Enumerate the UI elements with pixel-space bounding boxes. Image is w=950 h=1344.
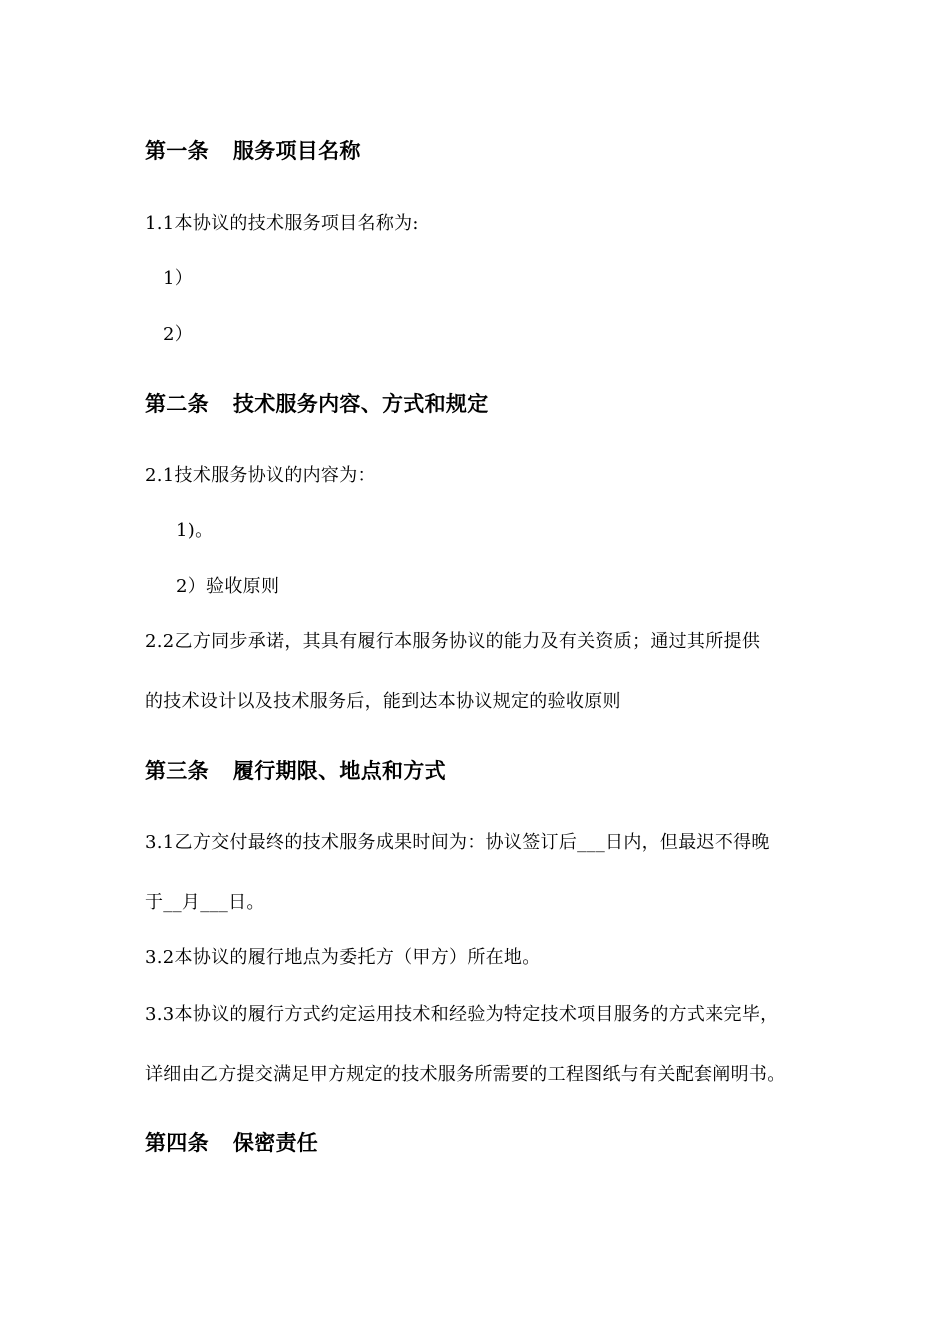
clause-3-3-line-2: 详细由乙方提交满足甲方规定的技术服务所需要的工程图纸与有关配套阐明书。 (145, 1064, 786, 1085)
section-3-number: 第三条 (145, 759, 209, 783)
section-3-title: 履行期限、地点和方式 (232, 759, 446, 783)
section-2-number: 第二条 (145, 392, 209, 416)
clause-3-1-line-1: 3.1乙方交付最终的技术服务成果时间为：协议签订后___日内，但最迟不得晚 (145, 832, 770, 853)
clause-3-3-line-1: 3.3本协议的履行方式约定运用技术和经验为特定技术项目服务的方式来完毕， (145, 1004, 779, 1025)
clause-2-1: 2.1技术服务协议的内容为： (145, 465, 376, 486)
section-2-heading (145, 390, 489, 418)
section-3-heading (145, 757, 446, 785)
clause-1-1-item-1: 1） (163, 268, 194, 289)
clause-1-1: 1.1本协议的技术服务项目名称为: (145, 213, 419, 234)
section-4-title: 保密责任 (232, 1131, 319, 1155)
section-1-number: 第一条 (145, 139, 209, 163)
clause-1-1-item-2: 2） (163, 324, 194, 345)
clause-2-1-item-1: 1)。 (176, 520, 214, 541)
clause-2-2-line-2: 的技术设计以及技术服务后，能到达本协议规定的验收原则 (145, 691, 621, 712)
section-1-title: 服务项目名称 (232, 139, 361, 163)
section-2-title: 技术服务内容、方式和规定 (232, 392, 489, 416)
section-1-heading (145, 137, 361, 165)
clause-3-1-line-2: 于__月___日。 (145, 892, 265, 913)
clause-3-2: 3.2本协议的履行地点为委托方（甲方）所在地。 (145, 947, 541, 968)
section-4-heading (145, 1129, 318, 1157)
clause-2-2-line-1: 2.2乙方同步承诺，其具有履行本服务协议的能力及有关资质；通过其所提供 (145, 631, 761, 652)
section-4-number: 第四条 (145, 1131, 209, 1155)
clause-2-1-item-2: 2）验收原则 (176, 576, 280, 597)
